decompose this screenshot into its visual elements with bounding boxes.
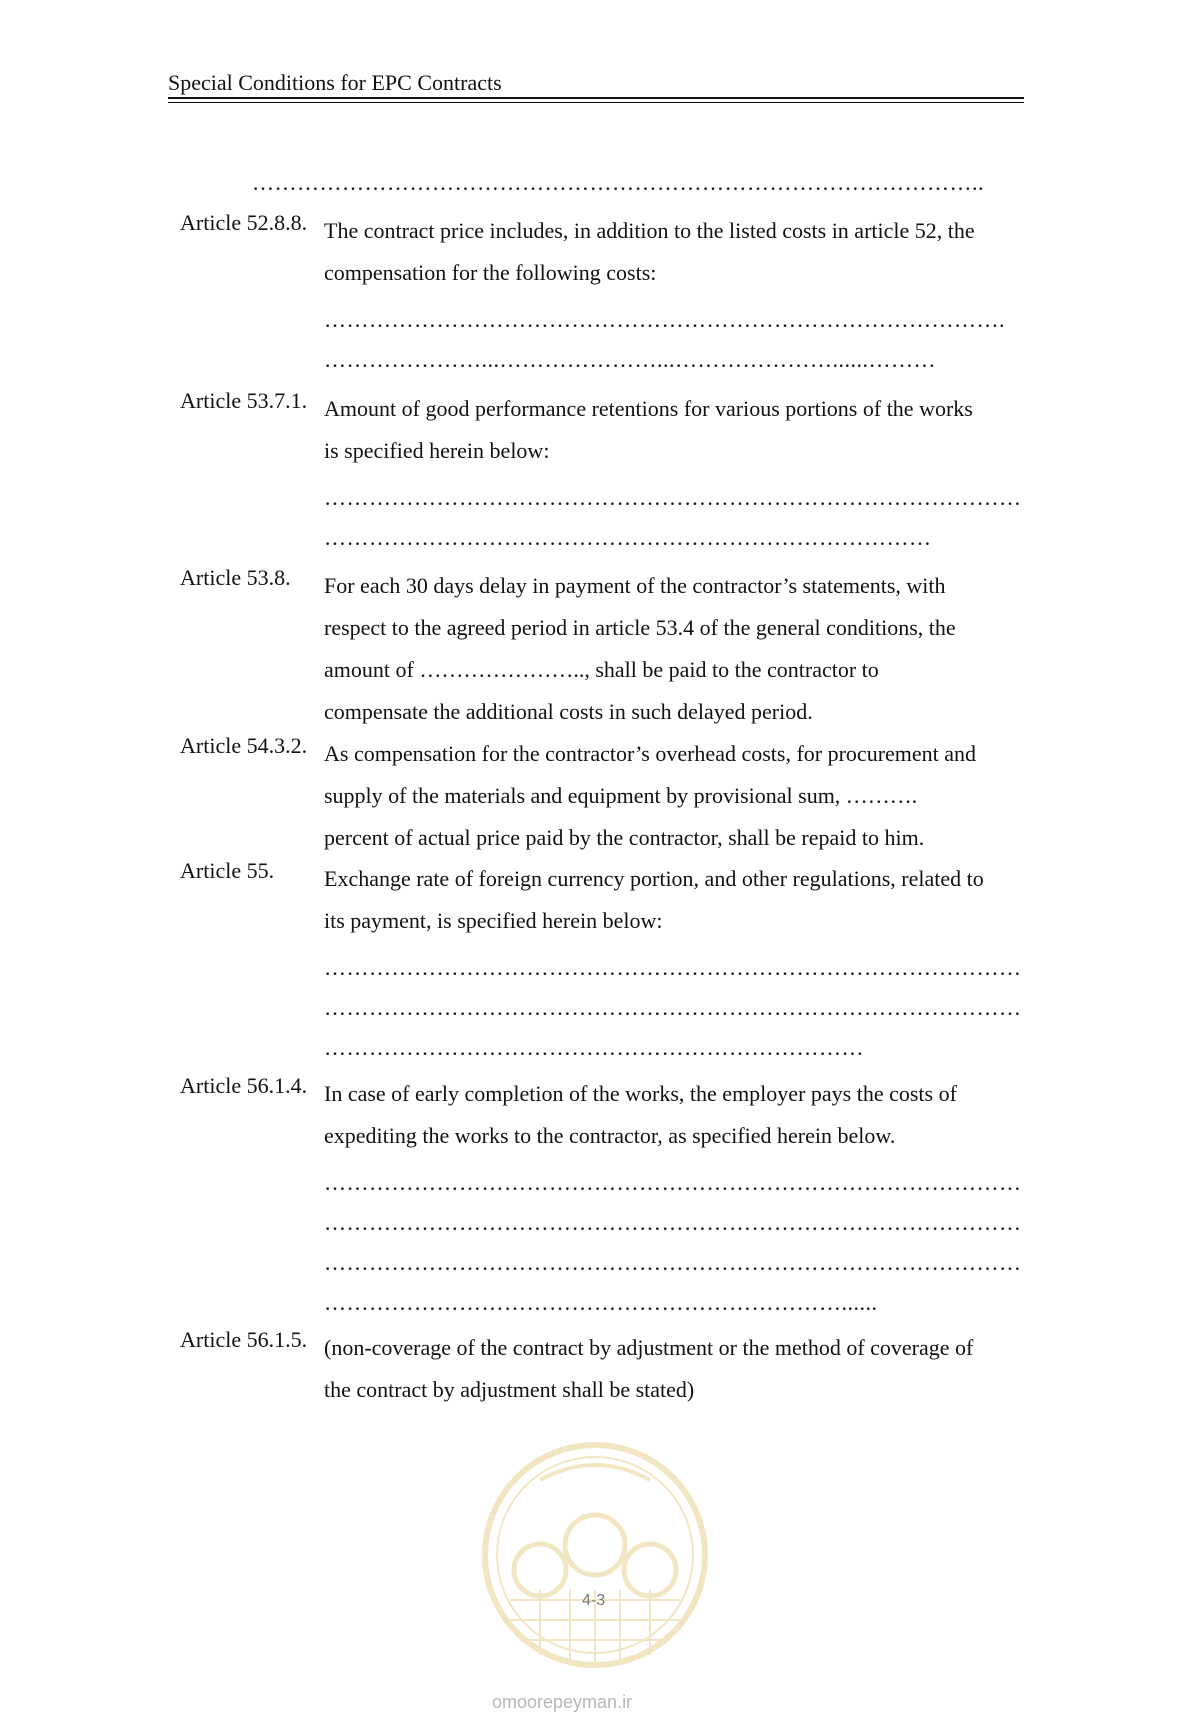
article-text-line: Amount of good performance retentions for various portions of the works — [324, 396, 973, 421]
article-text-line: is specified herein below: — [324, 438, 550, 463]
article-text-line: compensate the additional costs in such delayed period. — [324, 699, 813, 724]
article-text-line: respect to the agreed period in article 53.4 of the general conditions, the — [324, 615, 956, 640]
article-text-line: In case of early completion of the works, the employer pays the costs of — [324, 1081, 957, 1106]
article-label: Article 54.3.2. — [180, 733, 308, 758]
article-label: Article 52.8.8. — [180, 210, 308, 235]
intro-fill-dots: …………………………………………………………………………………….. — [252, 170, 984, 195]
fill-in-dots — [324, 300, 1054, 380]
dots-line: ………………………………………………………………………………… — [324, 955, 1022, 980]
article-label: Article 56.1.5. — [180, 1327, 308, 1352]
dots-line: ……………………………………………………………...... — [324, 1290, 878, 1315]
article-text-line: supply of the materials and equipment by provisional sum, ………. — [324, 783, 918, 808]
header-rule-thick — [168, 97, 1024, 99]
article-text-line: expediting the works to the contractor, as specified herein below. — [324, 1123, 896, 1148]
article-text-line: As compensation for the contractor’s overhead costs, for procurement and — [324, 741, 977, 766]
article-text-line: its payment, is specified herein below: — [324, 908, 663, 933]
article-text-line: Exchange rate of foreign currency portion, and other regulations, related to — [324, 866, 984, 891]
dots-line: ……………………………………………………………… — [324, 1035, 864, 1060]
article-label: Article 53.7.1. — [180, 388, 308, 413]
dots-line: ………………………………………………………………………………… — [324, 1210, 1022, 1235]
article-label: Article 53.8. — [180, 565, 291, 590]
article-label: Article 55. — [180, 858, 275, 883]
fill-in-dots — [324, 1163, 1054, 1323]
dots-line: ………………………………………………………………………………. — [324, 307, 1005, 332]
dots-line: ………………………………………………………………………………… — [324, 1250, 1022, 1275]
fill-in-dots — [324, 948, 1054, 1068]
article-text-line: (non-coverage of the contract by adjustment or the method of coverage of — [324, 1335, 974, 1360]
article-text-line: amount of ………………….., shall be paid to the contractor to — [324, 657, 879, 682]
article-text-line: the contract by adjustment shall be stated) — [324, 1377, 695, 1402]
article-text-line: percent of actual price paid by the contractor, shall be repaid to him. — [324, 825, 925, 850]
article-text-line: compensation for the following costs: — [324, 260, 657, 285]
watermark-site: omoorepeyman.ir — [492, 1692, 633, 1712]
watermark-seal-icon — [480, 1440, 710, 1670]
dots-line: …………………...…………………...…………………......……… — [324, 347, 936, 372]
header-rule-thin — [168, 102, 1024, 103]
dots-line: ……………………………………………………………………… — [324, 525, 932, 550]
page-number: 4-3 — [582, 1592, 606, 1609]
dots-line: ………………………………………………………………………………… — [324, 995, 1022, 1020]
article-text-line: For each 30 days delay in payment of the contractor’s statements, with — [324, 573, 946, 598]
article-label: Article 56.1.4. — [180, 1073, 308, 1098]
dots-line: ………………………………………………………………………………… — [324, 1170, 1022, 1195]
dots-line: ………………………………………………………………………………… — [324, 485, 1022, 510]
article-text-line: The contract price includes, in addition to the listed costs in article 52, the — [324, 218, 975, 243]
page-header-title: Special Conditions for EPC Contracts — [168, 70, 502, 95]
fill-in-dots — [324, 478, 1054, 558]
